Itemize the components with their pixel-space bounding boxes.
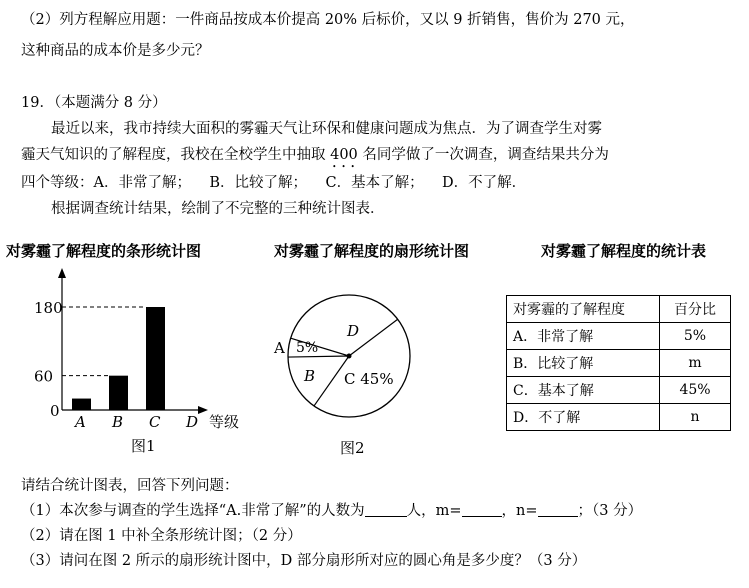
prev-question-line1: （2）列方程解应用题：一件商品按成本价提高 20% 后标价，又以 9 折销售，售价为 270 元， (21, 12, 635, 28)
pie-chart (270, 280, 440, 460)
bar-A (72, 399, 91, 410)
q1-text-d: ；（3 分） (577, 503, 643, 519)
table-cell: n (660, 404, 731, 431)
x-tick-label: C (149, 413, 161, 431)
pie-label-D: D (347, 322, 360, 340)
q1-text-c: ，n= (501, 503, 538, 519)
bar-chart-title: 对雾霾了解程度的条形统计图 (6, 242, 202, 260)
table-cell: m (660, 350, 731, 377)
pie-value-A: 5% (296, 340, 319, 356)
pie-label-B: B (304, 367, 316, 385)
x-tick-label: D (186, 413, 199, 431)
y-axis-arrow (58, 268, 66, 278)
x-axis-arrow (198, 406, 208, 414)
table-cell: D．不了解 (507, 404, 660, 431)
question-1 (21, 499, 642, 520)
table-header-row (507, 296, 731, 323)
x-tick-label: A (75, 413, 86, 431)
prev-question-line2: 这种商品的成本价是多少元？ (21, 43, 210, 59)
y-tick-label: 180 (34, 299, 63, 317)
bar-caption: 图1 (131, 437, 156, 455)
y-tick-label: 60 (34, 367, 54, 386)
table-header-cell: 对雾霾的了解程度 (507, 296, 660, 323)
question-2: （2）请在图 1 中补全条形统计图；（2 分） (21, 528, 302, 544)
answer-blank-count[interactable] (365, 502, 407, 517)
table-cell: 45% (660, 377, 731, 404)
table-cell: 5% (660, 323, 731, 350)
q19-para1-line3: 四个等级：A．非常了解； B．比较了解； C．基本了解； D．不了解． (21, 175, 527, 191)
x-tick-label: B (112, 413, 124, 431)
y-tick-label: 0 (50, 402, 60, 420)
table-cell: B．比较了解 (507, 350, 660, 377)
q19-para1-line2-b: 名同学做了一次调查，调查结果共分为 (357, 147, 609, 163)
q19-para2: 根据调查统计结果，绘制了不完整的三种统计图表． (51, 201, 385, 217)
q19-para1-line1: 最近以来，我市持续大面积的雾霾天气让环保和健康问题成为焦点．为了调查学生对雾 (51, 121, 602, 137)
q1-text-a: （1）本次参与调查的学生选择“A.非常了解”的人数为 (21, 503, 365, 519)
q1-text-b: 人，m= (406, 503, 462, 519)
q19-para1-line2-a: 霾天气知识的了解程度，我校在全校学生中抽取 (21, 147, 331, 163)
table-row (507, 323, 731, 350)
x-axis-label: 等级 (209, 413, 240, 431)
q19-header: 19．（本题满分 8 分） (21, 95, 167, 111)
table-cell: A．非常了解 (507, 323, 660, 350)
answer-blank-n[interactable] (538, 502, 578, 517)
bar-C (146, 307, 165, 410)
pie-caption: 图2 (340, 439, 365, 457)
pie-label-C: C 45% (344, 370, 394, 388)
questions-intro: 请结合统计图表，回答下列问题： (21, 478, 239, 494)
pie-label-A: A (274, 339, 285, 357)
pie-chart-title: 对雾霾了解程度的扇形统计图 (274, 242, 470, 260)
q19-para1-line2 (21, 143, 609, 171)
question-3: （3）请问在图 2 所示的扇形统计图中，D 部分扇形所对应的圆心角是多少度？（3 分） (21, 553, 587, 569)
pie-center (347, 354, 352, 359)
stats-table (506, 295, 731, 431)
table-row (507, 377, 731, 404)
bar-chart (0, 265, 260, 460)
bar-B (109, 376, 128, 410)
table-cell: C．基本了解 (507, 377, 660, 404)
answer-blank-m[interactable] (462, 502, 502, 517)
table-header-cell: 百分比 (660, 296, 731, 323)
sample-size: 400 (330, 147, 358, 163)
table-title: 对雾霾了解程度的统计表 (541, 242, 707, 260)
table-row (507, 350, 731, 377)
table-row (507, 404, 731, 431)
